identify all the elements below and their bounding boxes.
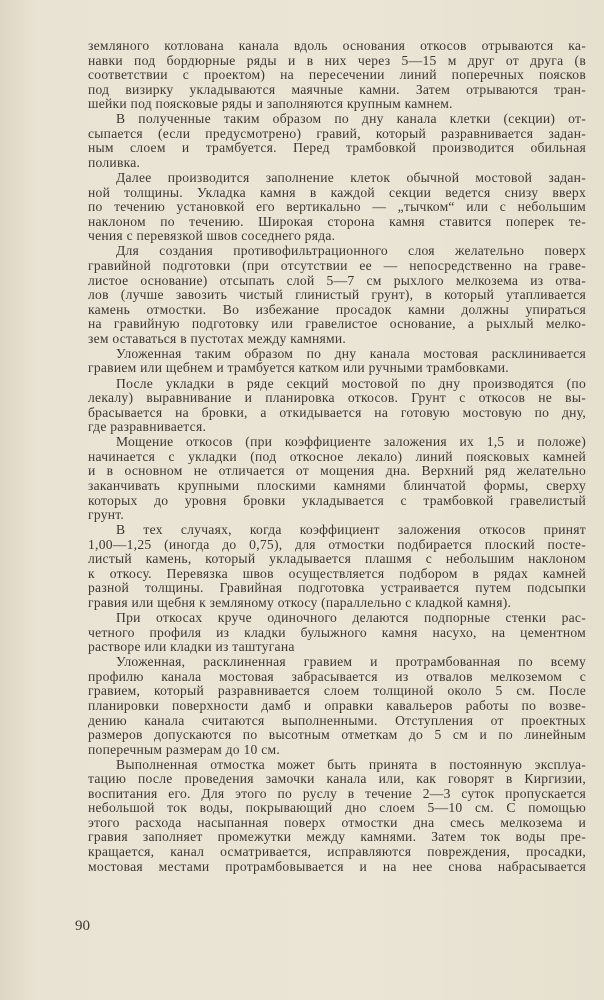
text-line: При откосах круче одиночного делаются подпорные стенки рас- bbox=[116, 610, 586, 626]
text-line: Мощение откосов (при коэффициенте заложения их 1,5 и положе) bbox=[116, 434, 586, 450]
text-line: ной толщины. Укладка камня в каждой секции ведется снизу вверх bbox=[88, 184, 586, 200]
text-line: планировки поверхности дамб и оправки кавальеров работы по возве- bbox=[88, 697, 586, 713]
text-line: соответствии с проектом) на пересечении линий поперечных поясков bbox=[88, 67, 586, 83]
text-line: листый камень, который укладывается плашмя с небольшим наклоном bbox=[88, 551, 586, 567]
text-line: тацию после проведения замочки канала или, как говорят в Киргизии, bbox=[88, 771, 586, 787]
text-line: заканчивать крупными плоскими камнями блинчатой формы, сверху bbox=[88, 477, 586, 493]
text-line: гравийной подготовки (при отсутствии ее — непосредственно на граве- bbox=[88, 257, 586, 273]
text-line: и в основном не отличается от мощения дна. Верхний ряд желательно bbox=[88, 463, 586, 479]
text-line: начинается с укладки (под откосное лекало) линий поясковых камней bbox=[88, 448, 586, 464]
text-line: наклоном по течению. Широкая сторона камня ставится поперек те- bbox=[88, 213, 586, 229]
paragraph bbox=[88, 112, 586, 170]
paragraph bbox=[88, 347, 586, 376]
text-line: гравия или щебня к земляному откосу (параллельно с кладкой камня). bbox=[88, 594, 512, 610]
text-line: гравием или щебнем и трамбуется катком или ручными трамбовками. bbox=[88, 360, 509, 376]
text-line: под визирку укладываются маячные камни. Затем отрываются тран- bbox=[88, 81, 586, 97]
paragraph bbox=[88, 377, 586, 435]
paragraph bbox=[88, 435, 586, 522]
paragraph bbox=[88, 244, 586, 346]
paragraph bbox=[88, 171, 586, 244]
page-number: 90 bbox=[75, 918, 90, 934]
text-line: лекалу) выравнивание и планировка откосов. Грунт с откосов не вы- bbox=[88, 390, 586, 406]
text-line: небольшой ток воды, покрывающий дно слоем 5—10 см. С помощью bbox=[88, 800, 586, 816]
paragraph bbox=[88, 655, 586, 757]
text-line: которых до уровня бровки укладывается с трамбовкой гравелистый bbox=[88, 492, 586, 508]
text-line: ным слоем и трамбуется. Перед трамбовкой производится обильная bbox=[88, 140, 586, 156]
paragraph bbox=[88, 758, 586, 874]
text-line: листое основание) отсыпать слой 5—7 см рыхлого мелкозема из отва- bbox=[88, 272, 586, 288]
text-line: навки под бордюрные ряды и в них через 5—15 м друг от друга (в bbox=[88, 52, 586, 68]
text-line: земляного котлована канала вдоль основания откосов отрываются ка- bbox=[88, 38, 586, 53]
text-line: 1,00—1,25 (иногда до 0,75), для отмостки подбирается плоский посте- bbox=[88, 536, 586, 552]
paragraph bbox=[88, 39, 586, 112]
text-line: воспитания его. Для этого по руслу в течение 2—3 суток пропускается bbox=[88, 785, 586, 801]
text-line: Выполненная отмостка может быть принята в постоянную эксплуа- bbox=[116, 756, 586, 772]
text-line: разной толщины. Гравийная подготовка устраивается путем подсыпки bbox=[88, 580, 586, 596]
text-line: чения с перевязкой швов соседнего ряда. bbox=[88, 228, 336, 244]
text-line: В полученные таким образом по дну канала клетки (секции) от- bbox=[116, 111, 586, 127]
paragraph bbox=[88, 611, 586, 655]
text-line: Уложенная таким образом по дну канала мостовая расклинивается bbox=[116, 345, 586, 361]
text-line: лов (лучше завозить чистый глинистый грунт), в который утапливается bbox=[88, 287, 586, 303]
text-line: Для создания противофильтрационного слоя желательно поверх bbox=[116, 243, 586, 259]
text-line: грунт. bbox=[88, 507, 125, 523]
text-line: где разравнивается. bbox=[88, 419, 207, 435]
text-line: гравием, который разравнивается слоем толщиной около 5 см. После bbox=[88, 683, 586, 699]
text-line: по течению установкой его вертикально — „тычком“ или с небольшим bbox=[88, 199, 586, 215]
text-line: кращается, канал осматривается, исправляются повреждения, просадки, bbox=[88, 844, 586, 860]
text-line: мостовая местами протрамбовывается и на нее снова набрасывается bbox=[88, 858, 586, 874]
text-line: Далее производится заполнение клеток обычной мостовой задан- bbox=[116, 170, 586, 186]
text-line: После укладки в ряде секций мостовой по дну производятся (по bbox=[116, 375, 586, 391]
text-line: поливка. bbox=[88, 154, 141, 170]
text-line: гравия заполняет промежутки между камнями. Затем ток воды пре- bbox=[88, 829, 586, 845]
text-line: четного профиля из кладки булыжного камня насухо, на цементном bbox=[88, 624, 586, 640]
text-line: В тех случаях, когда коэффициент заложения откосов принят bbox=[116, 522, 586, 538]
text-line: к откосу. Перевязка швов осуществляется подбором в рядах камней bbox=[88, 565, 586, 581]
text-line: дению канала считаются выполненными. Отступления от проектных bbox=[88, 712, 586, 728]
text-line: камень отмостки. Во избежание просадок камни должны упираться bbox=[88, 301, 586, 317]
text-line: сыпается (если предусмотрено) гравий, который разравнивается задан- bbox=[88, 125, 586, 141]
text-line: брасывается на бровки, а откидывается на готовую мостовую по дну, bbox=[88, 404, 586, 420]
body-text bbox=[88, 39, 586, 875]
paragraph bbox=[88, 523, 586, 610]
text-line: на гравийную подготовку или гравелистое основание, а рыхлый мелко- bbox=[88, 316, 586, 332]
text-line: размеров допускаются по высотным отметкам до 5 см и по линейным bbox=[88, 727, 586, 743]
text-line: профилю канала мостовая забрасывается из отвалов мелкоземом с bbox=[88, 668, 586, 684]
text-line: поперечным размерам до 10 см. bbox=[88, 741, 280, 757]
text-line: шейки под поясковые ряды и заполняются крупным камнем. bbox=[88, 96, 453, 112]
text-line: растворе или кладки из таштугана bbox=[88, 639, 295, 655]
text-line: зем оставаться в пустотах между камнями. bbox=[88, 330, 347, 346]
text-line: Уложенная, расклиненная гравием и протрамбованная по всему bbox=[116, 654, 586, 670]
text-line: этого расхода насыпанная поверх отмостки дна смесь мелкозема и bbox=[88, 814, 586, 830]
